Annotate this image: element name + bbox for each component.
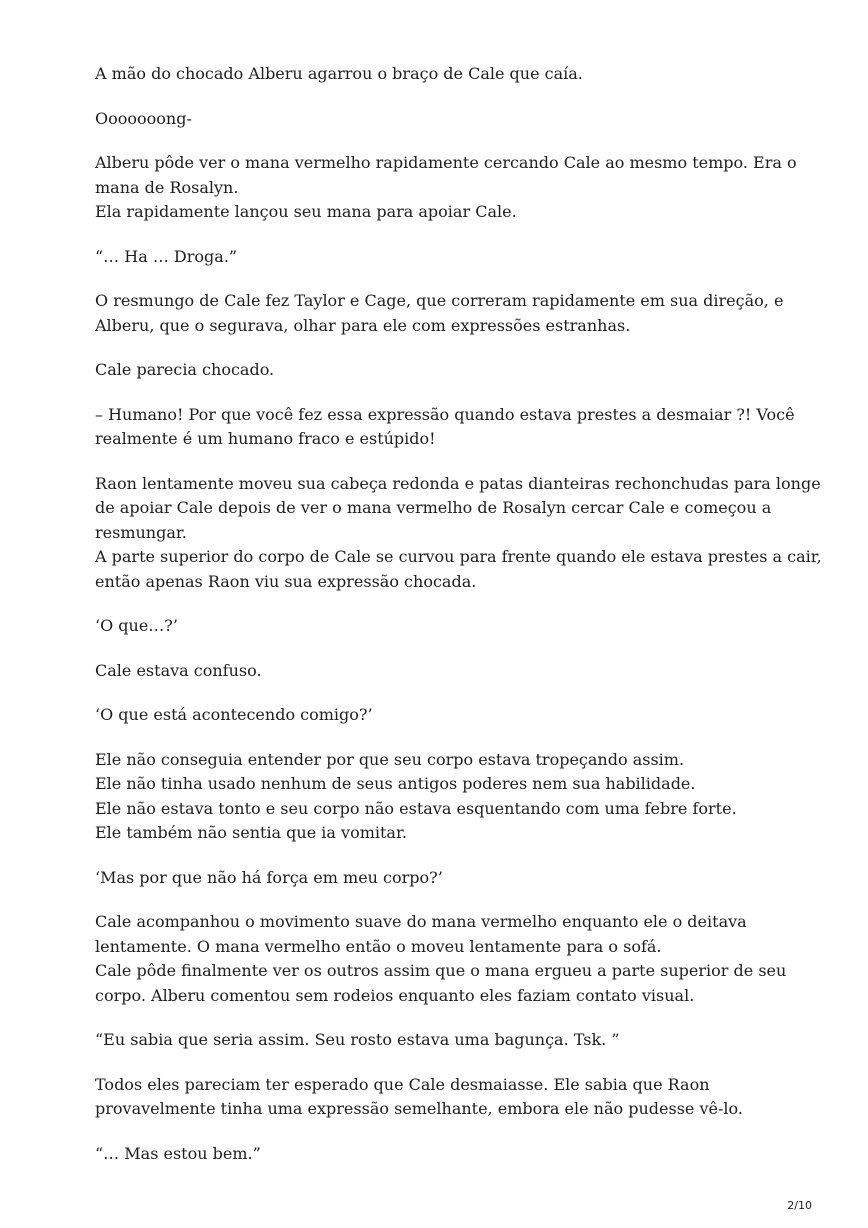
text-line: Cale pôde finalmente ver os outros assim que o mana ergueu a parte superior de seu	[95, 961, 787, 980]
text-line: “Eu sabia que seria assim. Seu rosto estava uma bagunça. Tsk. ”	[95, 1030, 620, 1049]
text-line: Ele também não sentia que ia vomitar.	[95, 823, 407, 842]
paragraph	[95, 151, 795, 225]
paragraph	[95, 472, 822, 595]
text-line: corpo. Alberu comentou sem rodeios enquanto eles faziam contato visual.	[95, 985, 695, 1005]
paragraph	[95, 289, 795, 338]
document-body	[95, 62, 822, 1186]
page-number: 2/10	[787, 1199, 812, 1212]
text-line: A parte superior do corpo de Cale se curvou para frente quando ele estava prestes a cair,	[95, 547, 822, 566]
text-line: provavelmente tinha uma expressão semelhante, embora ele não pudesse vê-lo.	[95, 1099, 743, 1118]
text-line: Cale acompanhou o movimento suave do mana vermelho enquanto ele o deitava	[95, 912, 747, 931]
paragraph	[95, 62, 795, 87]
text-line: ‘Mas por que não há força em meu corpo?’	[95, 867, 443, 887]
paragraph	[95, 245, 795, 270]
paragraph	[95, 1142, 795, 1167]
paragraph	[95, 107, 795, 132]
text-line: Alberu, que o segurava, olhar para ele com expressões estranhas.	[95, 315, 631, 335]
text-line: – Humano! Por que você fez essa expressão quando estava prestes a desmaiar ?! Você	[95, 404, 795, 424]
text-line: Ele não conseguia entender por que seu corpo estava tropeçando assim.	[95, 749, 685, 769]
text-line: Cale parecia chocado.	[95, 360, 275, 379]
text-line: “… Ha … Droga.”	[95, 246, 238, 266]
text-line: de apoiar Cale depois de ver o mana vermelho de Rosalyn cercar Cale e começou a	[95, 498, 772, 517]
paragraph	[95, 614, 795, 639]
text-line: Raon lentamente moveu sua cabeça redonda e patas dianteiras rechonchudas para longe	[95, 473, 821, 493]
text-line: Cale estava confuso.	[95, 660, 262, 680]
paragraph	[95, 659, 795, 684]
text-line: ‘O que está acontecendo comigo?’	[95, 705, 373, 724]
text-line: Alberu pôde ver o mana vermelho rapidamente cercando Cale ao mesmo tempo. Era o	[95, 153, 797, 172]
text-line: Ele não estava tonto e seu corpo não estava esquentando com uma febre forte.	[95, 798, 737, 818]
text-line: Todos eles pareciam ter esperado que Cale desmaiasse. Ele sabia que Raon	[95, 1074, 710, 1094]
paragraph	[95, 748, 795, 846]
text-line: Ele não tinha usado nenhum de seus antigos poderes nem sua habilidade.	[95, 774, 696, 793]
text-line: realmente é um humano fraco e estúpido!	[95, 429, 436, 448]
text-line: então apenas Raon viu sua expressão chocada.	[95, 571, 477, 591]
text-line: lentamente. O mana vermelho então o moveu lentamente para o sofá.	[95, 936, 662, 956]
paragraph	[95, 910, 795, 1008]
text-line: mana de Rosalyn.	[95, 177, 239, 197]
paragraph	[95, 1073, 795, 1122]
text-line: Ooooooong-	[95, 108, 192, 128]
paragraph	[95, 1028, 795, 1053]
paragraph	[95, 358, 795, 383]
paragraph	[95, 403, 795, 452]
text-line: ‘O que…?’	[95, 616, 178, 635]
text-line: O resmungo de Cale fez Taylor e Cage, que correram rapidamente em sua direção, e	[95, 291, 784, 310]
text-line: A mão do chocado Alberu agarrou o braço de Cale que caía.	[95, 64, 583, 83]
text-line: Ela rapidamente lançou seu mana para apoiar Cale.	[95, 202, 517, 221]
text-line: resmungar.	[95, 522, 187, 542]
paragraph	[95, 866, 795, 891]
text-line: “… Mas estou bem.”	[95, 1143, 261, 1163]
paragraph	[95, 703, 795, 728]
